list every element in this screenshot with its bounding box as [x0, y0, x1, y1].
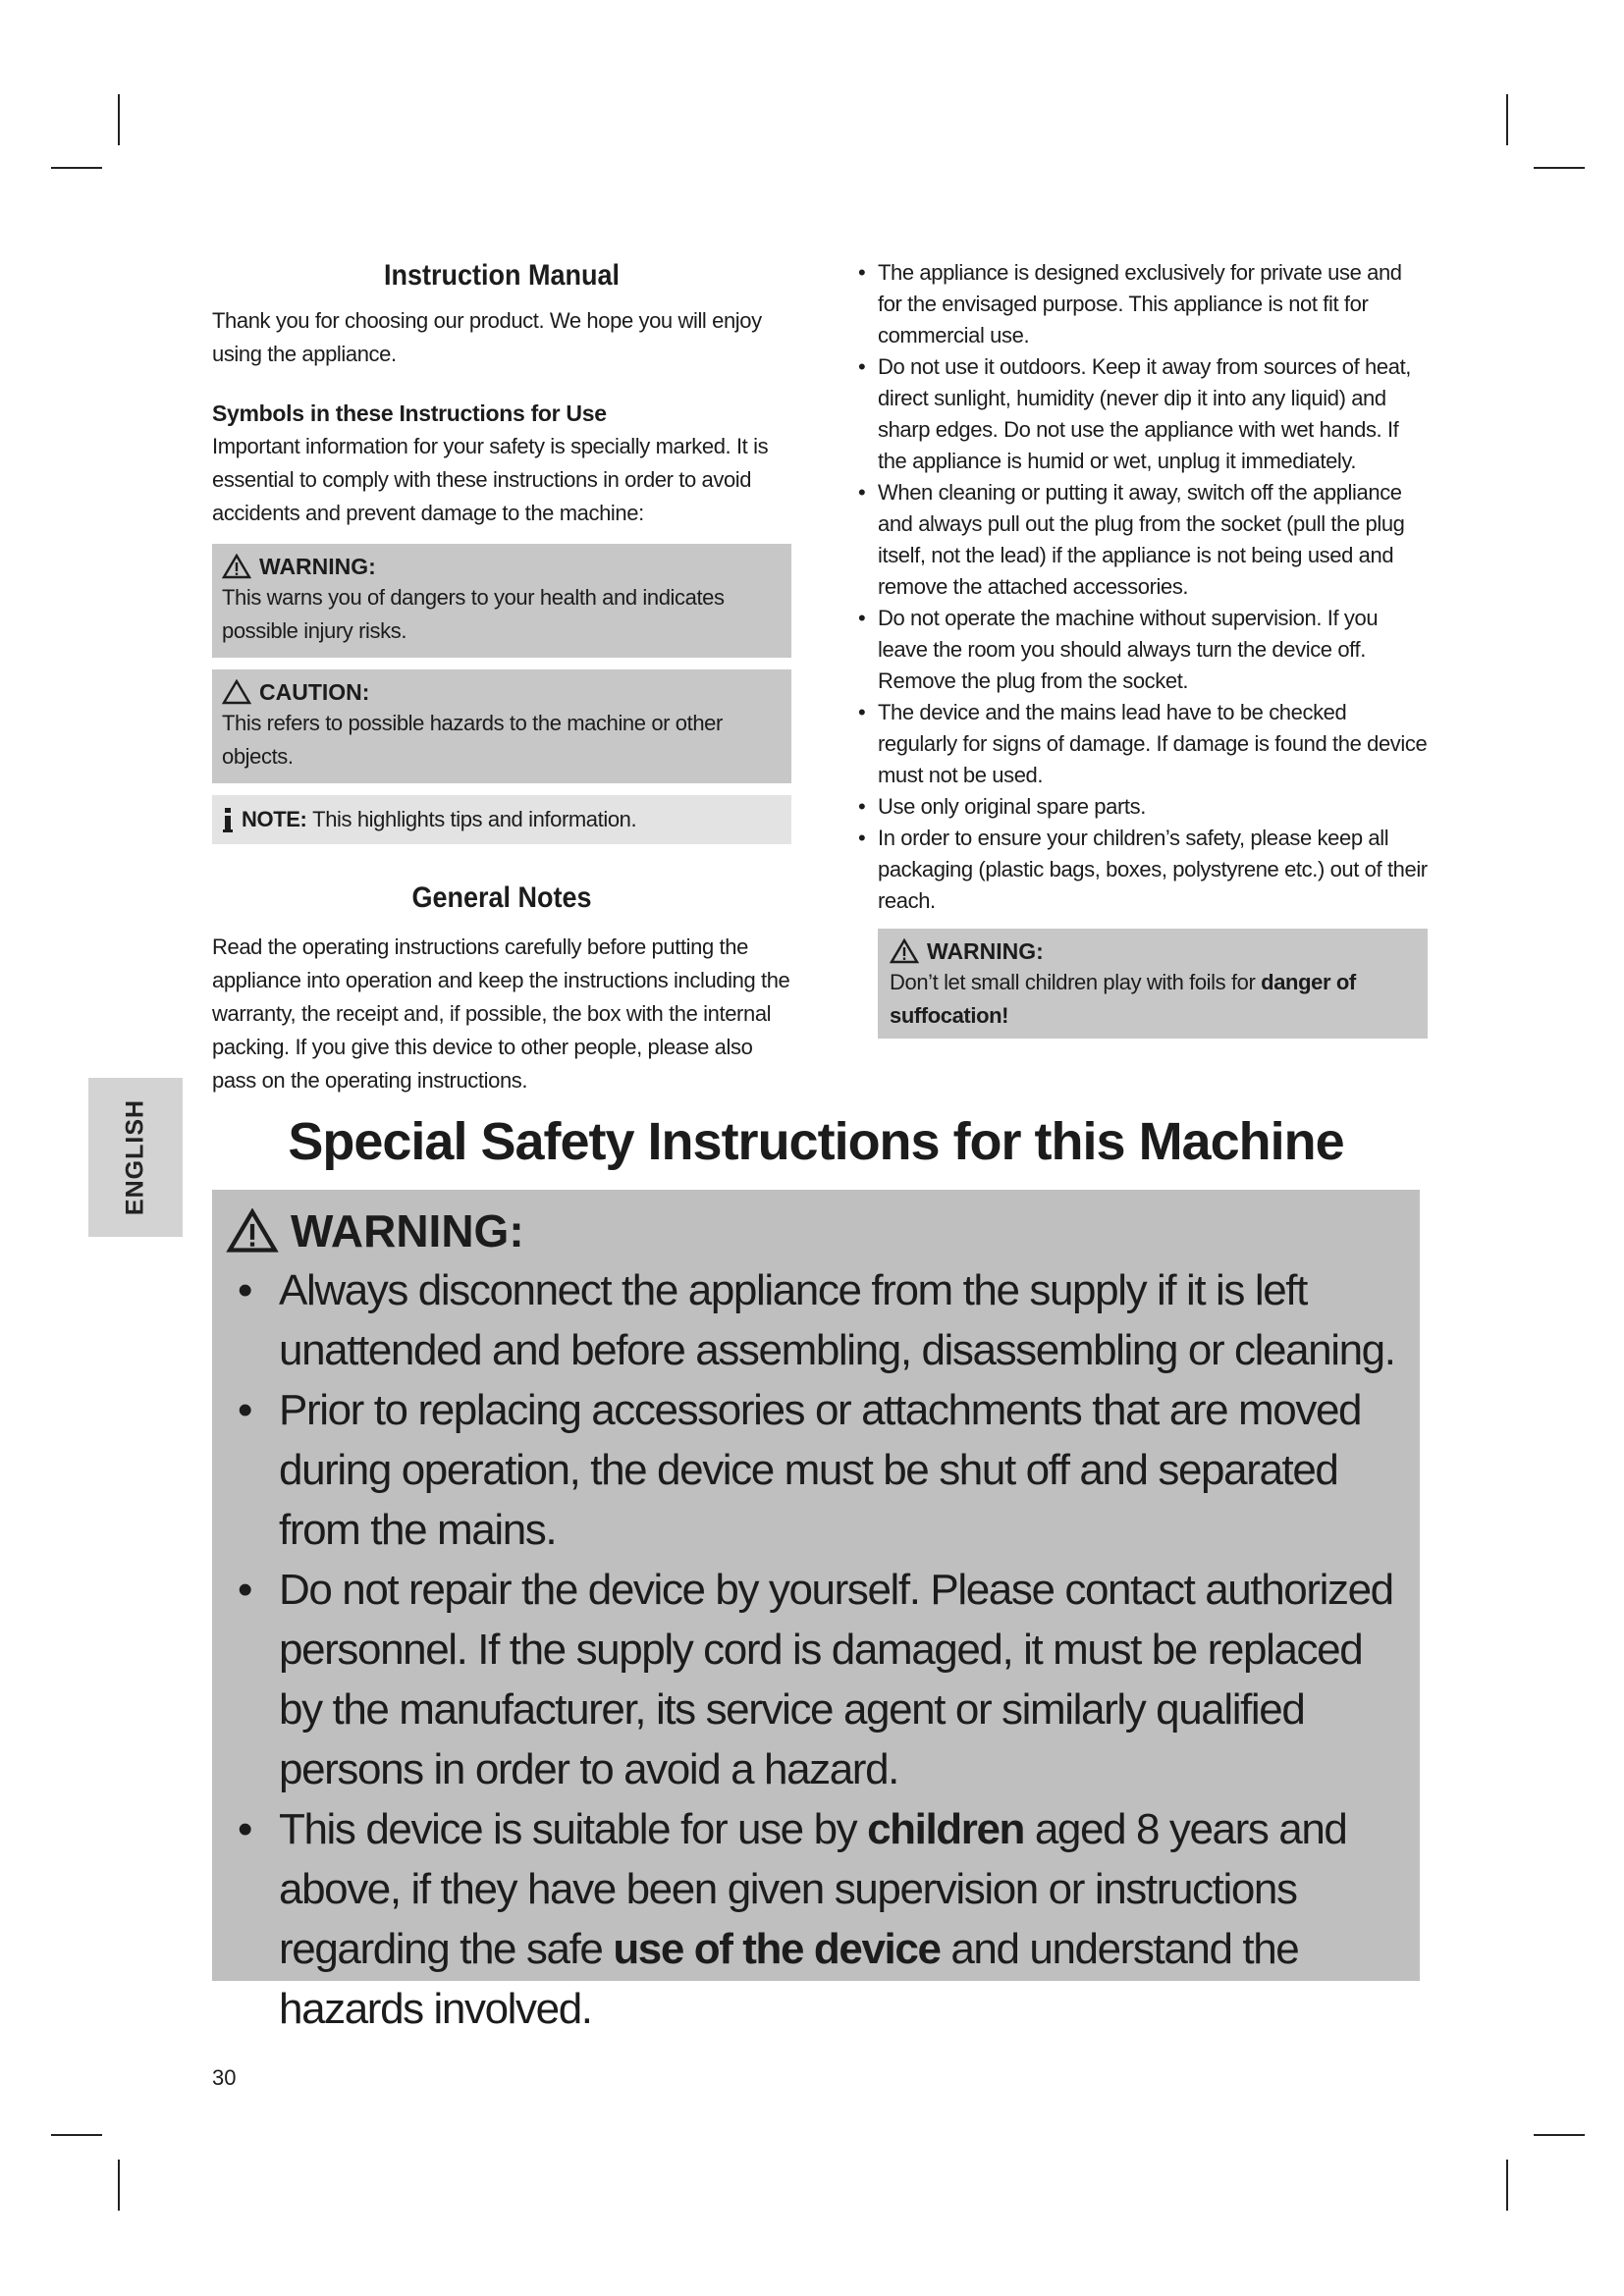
- language-tab-label: ENGLISH: [121, 1098, 149, 1216]
- crop-mark: [118, 94, 120, 145]
- caution-triangle-icon: [222, 679, 251, 705]
- warning-label: WARNING:: [259, 554, 376, 579]
- list-item: • This device is suitable for use by children aged 8 years and above, if they have been given supervision or instructions regarding the safe use of the device and understand the hazards involved.: [238, 1805, 1347, 2033]
- list-item: • The device and the mains lead have to be checked regularly for signs of damage. If damage is found the device must not be used.: [858, 700, 1428, 787]
- note-box: [212, 795, 791, 844]
- page-number: 30: [212, 2065, 237, 2090]
- general-notes-title: General Notes: [411, 881, 592, 914]
- children-warning-header: [890, 936, 1418, 966]
- right-column: [837, 257, 1428, 1039]
- children-warning-box: [878, 929, 1428, 1039]
- list-item: • Do not repair the device by yourself. Please contact authorized personnel. If the supply cord is damaged, it must be replaced by the manufacturer, its service agent or similarly qualified persons in order to avoid a hazard.: [238, 1566, 1393, 1793]
- general-notes-text: Read the operating instructions carefully before putting the appliance into operation and keep the instructions including the warranty, the receipt and, if possible, the box with the internal packing. If you give this device to other people, please also pass on the operating instructions.: [212, 934, 790, 1093]
- special-warning-header: [226, 1201, 1408, 1260]
- left-column: [212, 259, 791, 1097]
- warning-triangle-icon: [226, 1208, 279, 1254]
- caution-text: This refers to possible hazards to the machine or other objects.: [222, 711, 723, 769]
- symbols-text: Important information for your safety is specially marked. It is essential to comply with these instructions in order to avoid accidents and prevent damage to the machine:: [212, 434, 769, 525]
- note-text: This highlights tips and information.: [312, 807, 637, 831]
- warning-text: This warns you of dangers to your health and indicates possible injury risks.: [222, 585, 725, 643]
- list-item: • Do not use it outdoors. Keep it away from sources of heat, direct sunlight, humidity (never dip it into any liquid) and sharp edges. Do not use the appliance with wet hands. If the appliance is humid or wet, unplug it immediately.: [858, 354, 1411, 473]
- symbols-heading: Symbols in these Instructions for Use: [212, 400, 607, 426]
- warning-triangle-icon: [890, 938, 919, 964]
- list-item: • Use only original spare parts.: [858, 794, 1146, 819]
- intro-text: Thank you for choosing our product. We hope you will enjoy using the appliance.: [212, 308, 762, 366]
- special-warning-label: WARNING:: [291, 1205, 524, 1256]
- list-item: • Always disconnect the appliance from the supply if it is left unattended and before assembling, disassembling or cleaning.: [238, 1266, 1395, 1374]
- list-item: • Prior to replacing accessories or attachments that are moved during operation, the device must be shut off and separated from the mains.: [238, 1386, 1362, 1554]
- list-item: • When cleaning or putting it away, switch off the appliance and always pull out the plug from the socket (pull the plug itself, not the lead) if the appliance is not being used and remove the attached accessories.: [858, 480, 1405, 599]
- language-tab: [88, 1078, 183, 1237]
- children-warning-label: WARNING:: [927, 938, 1044, 964]
- children-warning-text: Don’t let small children play with foils for danger of suffocation!: [890, 970, 1356, 1028]
- crop-mark: [1506, 2160, 1508, 2211]
- warning-box: [212, 544, 791, 658]
- instruction-manual-title: Instruction Manual: [383, 259, 621, 292]
- list-item: • Do not operate the machine without supervision. If you leave the room you should always turn the device off. Remove the plug from the socket.: [858, 606, 1379, 693]
- crop-mark: [118, 2160, 120, 2211]
- caution-label: CAUTION:: [259, 679, 370, 705]
- info-icon: [222, 806, 234, 833]
- caution-box: [212, 669, 791, 783]
- warning-triangle-icon: [222, 554, 251, 579]
- crop-mark: [51, 2134, 102, 2136]
- special-safety-bullets: [226, 1260, 1408, 2039]
- special-safety-title: Special Safety Instructions for this Machine: [288, 1112, 1344, 1171]
- crop-mark: [1534, 167, 1585, 169]
- special-safety-box: [212, 1190, 1420, 2033]
- general-bullets: [837, 257, 1428, 917]
- list-item: • In order to ensure your children’s safety, please keep all packaging (plastic bags, boxes, polystyrene etc.) out of their reach.: [858, 826, 1428, 913]
- list-item: • The appliance is designed exclusively for private use and for the envisaged purpose. This appliance is not fit for commercial use.: [858, 260, 1402, 347]
- crop-mark: [1506, 94, 1508, 145]
- crop-mark: [1534, 2134, 1585, 2136]
- warning-header: [222, 552, 782, 581]
- caution-header: [222, 677, 782, 707]
- crop-mark: [51, 167, 102, 169]
- note-label: NOTE:: [242, 807, 307, 831]
